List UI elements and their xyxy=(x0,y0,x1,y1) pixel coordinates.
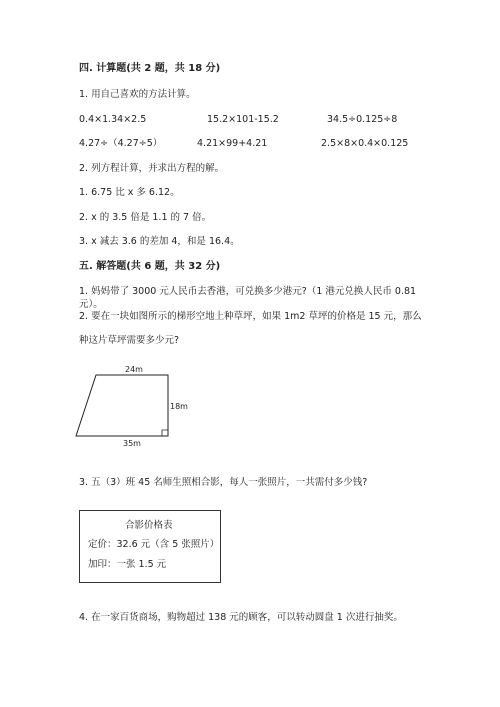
equation-item-2: 2. x 的 3.5 倍是 1.1 的 7 倍。 xyxy=(79,212,212,223)
exercise-3: 34.5÷0.125÷8 xyxy=(327,114,398,125)
exercise-4: 4.27÷（4.27÷5） xyxy=(79,138,163,149)
exercise-2: 15.2×101-15.2 xyxy=(207,114,279,125)
top-base-label: 24m xyxy=(125,365,143,374)
exercise-1: 0.4×1.34×2.5 xyxy=(79,114,147,125)
height-label: 18m xyxy=(170,402,188,411)
section4-title: 四. 计算题(共 2 题，共 18 分) xyxy=(79,63,221,74)
problem-1-line1: 1. 妈妈带了 3000 元人民币去香港，可兑换多少港元?（1 港元兑换人民币 0.81 xyxy=(79,286,417,297)
equation-item-3: 3. x 减去 3.6 的差加 4，和是 16.4。 xyxy=(79,236,240,247)
problem-1-line2: 元）。 xyxy=(79,299,103,310)
trapezoid-shape xyxy=(76,375,168,436)
price-line-2: 加印：一张 1.5 元 xyxy=(88,559,167,570)
right-angle-marker xyxy=(162,430,168,436)
problem-2-line2: 种这片草坪需要多少元? xyxy=(79,335,180,346)
equation-item-1: 1. 6.75 比 x 多 6.12。 xyxy=(79,187,180,198)
trapezoid-diagram xyxy=(60,362,200,452)
bottom-base-label: 35m xyxy=(123,439,141,448)
price-line-1: 定价：32.6 元（含 5 张照片） xyxy=(88,539,220,550)
question-1-instruction: 1. 用自己喜欢的方法计算。 xyxy=(79,89,196,100)
problem-4: 4. 在一家百货商场，购物超过 138 元的顾客，可以转动圆盘 1 次进行抽奖。 xyxy=(79,612,403,623)
price-table-title: 合影价格表 xyxy=(125,520,173,531)
exercise-5: 4.21×99+4.21 xyxy=(197,138,268,149)
problem-3: 3. 五（3）班 45 名师生照相合影，每人一张照片，一共需付多少钱? xyxy=(79,477,368,488)
price-table xyxy=(79,510,221,583)
exercise-6: 2.5×8×0.4×0.125 xyxy=(321,138,409,149)
section5-title: 五. 解答题(共 6 题，共 32 分) xyxy=(79,261,221,272)
question-2-instruction: 2. 列方程计算，并求出方程的解。 xyxy=(79,163,225,174)
problem-2-line1: 2. 要在一块如图所示的梯形空地上种草坪，如果 1m2 草坪的价格是 15 元，那么 xyxy=(79,311,422,322)
